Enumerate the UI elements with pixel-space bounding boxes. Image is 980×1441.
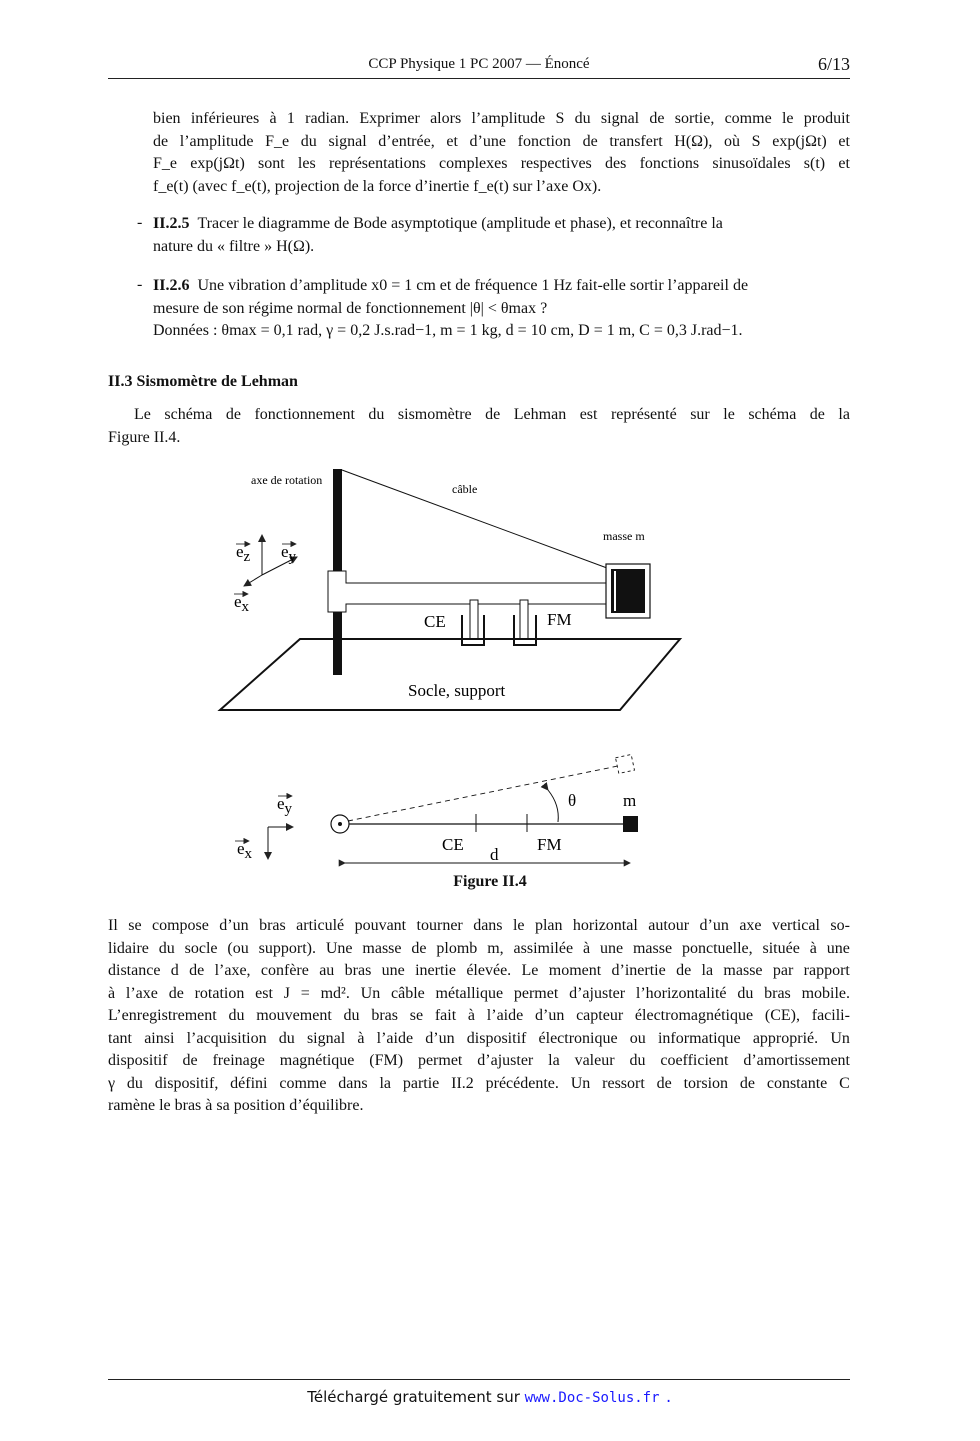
axis-ex bbox=[244, 575, 262, 586]
d-label: d bbox=[490, 845, 499, 864]
fm-label: FM bbox=[547, 610, 572, 629]
ey-sub-bottom: y bbox=[284, 801, 293, 817]
bullet-dash: - bbox=[137, 214, 143, 231]
question-line: mesure de son régime normal de fonctionnement |θ| < θmax ? bbox=[153, 299, 548, 317]
ex-label: e bbox=[234, 592, 242, 611]
mass-block bbox=[611, 569, 645, 613]
mass-rest bbox=[623, 816, 638, 832]
question-line: Une vibration d’amplitude x0 = 1 cm et de fréquence 1 Hz fait-elle sortir l’appareil de bbox=[197, 277, 749, 294]
body-line: Il se compose d’un bras articulé pouvant tourner dans le plan horizontal autour d’un axe vertical so- bbox=[108, 917, 850, 934]
ey-label: e bbox=[281, 542, 289, 561]
figure-caption: Figure II.4 bbox=[453, 873, 527, 890]
question-label: II.2.5 bbox=[153, 215, 190, 232]
body-paragraph bbox=[108, 915, 850, 1118]
theta-label: θ bbox=[568, 791, 577, 810]
question-2-2-6 bbox=[153, 275, 850, 343]
ce-label: CE bbox=[424, 612, 446, 631]
body-line: à l’axe de rotation est J = md². Un câble métallique permet d’ajuster l’horizontalité du bras mobile. bbox=[108, 984, 850, 1002]
body-line: tant ainsi l’acquisition du signal à l’aide d’un dispositif électronique ou informatique approprié. Un bbox=[108, 1029, 850, 1047]
pivot-dot bbox=[338, 822, 342, 826]
svg-text:ey bbox=[277, 794, 293, 817]
body-line: ramène le bras à sa position d’équilibre. bbox=[108, 1097, 364, 1114]
page-number: 6/13 bbox=[817, 54, 850, 74]
page-header bbox=[108, 54, 850, 79]
section-intro-line: Figure II.4. bbox=[108, 428, 181, 446]
mass-inner-line bbox=[614, 571, 616, 611]
intro-line: de l’amplitude F_e du signal d’entrée, et d’une fonction de transfert H(Ω), où S exp(jΩt) et bbox=[153, 132, 850, 150]
question-data-line: Données : θmax = 0,1 rad, γ = 0,2 J.s.rad−1, m = 1 kg, d = 10 cm, D = 1 m, C = 0,3 J.rad−1. bbox=[153, 322, 743, 339]
arm-outline bbox=[328, 571, 650, 616]
question-line: nature du « filtre » H(Ω). bbox=[153, 237, 315, 255]
footer-text: Téléchargé gratuitement sur bbox=[307, 1388, 520, 1406]
cable-label: câble bbox=[452, 482, 478, 496]
page-footer bbox=[0, 1388, 980, 1406]
svg-text:ex bbox=[234, 592, 250, 615]
svg-text:ez bbox=[236, 542, 251, 565]
ex-sub: x bbox=[241, 599, 250, 615]
intro-line: F_e exp(jΩt) sont les représentations complexes respectives des fonctions sinusoïdales s(t) et bbox=[153, 155, 850, 172]
ce-label-bottom: CE bbox=[442, 835, 464, 854]
section-title: II.3 Sismomètre de Lehman bbox=[108, 373, 298, 390]
question-line: Tracer le diagramme de Bode asymptotique (amplitude et phase), et reconnaître la bbox=[197, 215, 723, 232]
arm-rotated bbox=[348, 766, 618, 821]
header-title: CCP Physique 1 PC 2007 — Énoncé bbox=[368, 56, 590, 72]
fm-label-bottom: FM bbox=[537, 835, 562, 854]
mass-rotated bbox=[616, 755, 635, 774]
ey-label-bottom: e bbox=[277, 794, 285, 813]
svg-text:ex bbox=[237, 839, 253, 862]
section-intro-line: Le schéma de fonctionnement du sismomètre de Lehman est représenté sur le schéma de la bbox=[134, 406, 850, 423]
question-label: II.2.6 bbox=[153, 277, 190, 294]
question-2-2-5 bbox=[153, 213, 850, 258]
ey-sub: y bbox=[288, 549, 297, 565]
intro-paragraph bbox=[153, 108, 850, 198]
axe-rotation-label: axe de rotation bbox=[251, 473, 323, 487]
section-intro bbox=[108, 404, 850, 449]
figure-lehman-schematic bbox=[0, 460, 980, 900]
intro-line: f_e(t) (avec f_e(t), projection de la force d’inertie f_e(t) sur l’axe Ox). bbox=[153, 177, 602, 195]
body-line: L’enregistrement du mouvement du bras se fait à l’aide d’un capteur électromagnétique (CE), facili- bbox=[108, 1007, 850, 1024]
rotation-axis-lower bbox=[333, 617, 342, 675]
theta-arc bbox=[548, 790, 558, 822]
ez-label: e bbox=[236, 542, 244, 561]
svg-text:ey bbox=[281, 542, 297, 565]
intro-line: bien inférieures à 1 radian. Exprimer alors l’amplitude S du signal de sortie, comme le produit bbox=[153, 110, 850, 127]
footer-rule bbox=[108, 1379, 850, 1380]
bullet-dash: - bbox=[137, 276, 143, 293]
body-line: dispositif de freinage magnétique (FM) permet d’ajuster la valeur du coefficient d’amortissement bbox=[108, 1052, 850, 1069]
ex-label-bottom: e bbox=[237, 839, 245, 858]
masse-label: masse m bbox=[603, 529, 645, 543]
footer-link[interactable]: www.Doc-Solus.fr bbox=[524, 1390, 660, 1406]
m-label: m bbox=[623, 791, 637, 810]
body-line: γ du dispositif, défini comme dans la partie II.2 précédente. Un ressort de torsion de constante C bbox=[108, 1074, 850, 1092]
body-line: distance d de l’axe, confère au bras une inertie élevée. Le moment d’inertie de la masse par rapport bbox=[108, 962, 850, 979]
footer-period: . bbox=[664, 1390, 673, 1406]
body-line: lidaire du socle (ou support). Une masse de plomb m, assimilée à une masse ponctuelle, située à une bbox=[108, 939, 850, 957]
ex-sub-bottom: x bbox=[244, 846, 253, 862]
ez-sub: z bbox=[243, 549, 251, 565]
socle-label: Socle, support bbox=[408, 681, 506, 700]
